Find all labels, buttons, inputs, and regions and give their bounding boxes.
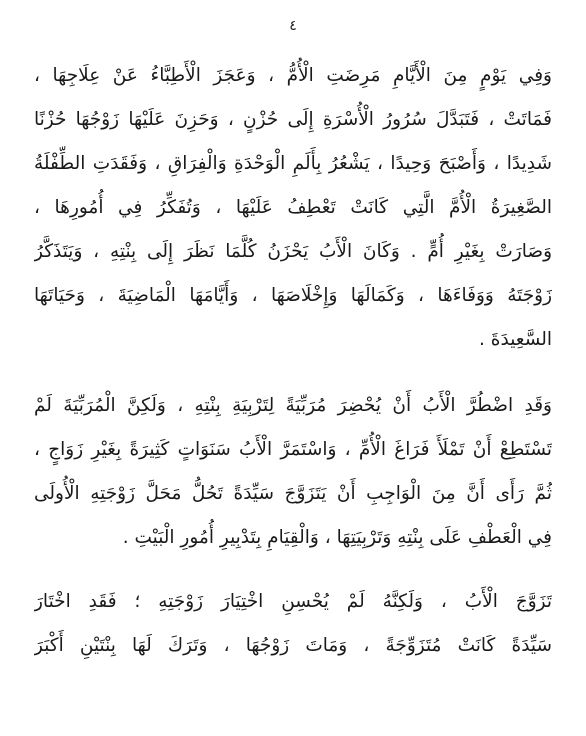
text-line: شَدِيدًا ، وَأَصْبَحَ وَحِيدًا ، يَشْعُرُ بِأَلَمِ الْوَحْدَةِ وَالْفِرَاقِ ، وَفَقَدَتِ الطِّفْلَةُ bbox=[34, 153, 552, 174]
text-line: زَوْجَتَهُ وَوَفَاءَهَا ، وَكَمَالَهَا وَإِخْلَاصَهَا ، وَأَيَّامَهَا الْمَاضِيَةَ ، وَحَيَاتَهَا bbox=[34, 285, 552, 306]
text-line: فِي الْعَطْفِ عَلَى بِنْتِهِ وَتَرْبِيَتِهَا ، وَالْقِيَامِ بِتَدْبِيرِ أُمُورِ الْبَيْتِ . bbox=[122, 527, 552, 548]
text-line: وَصَارَتْ بِغَيْرِ أُمٍّ . وَكَانَ الْأَبُ يَحْزَنُ كُلَّمَا نَظَرَ إِلَى بِنْتِهِ ، وَيَتَذَكَّرُ bbox=[34, 241, 552, 262]
paragraph-1 bbox=[34, 54, 552, 362]
paragraph-3 bbox=[34, 580, 552, 668]
text-line: فَمَاتَتْ ، فَتَبَدَّلَ سُرُورُ الْأُسْرَةِ إِلَى حُزْنٍ ، وَحَزِنَ عَلَيْهَا زَوْجُهَا حُزْنًا bbox=[34, 109, 552, 130]
text-line: وَقَدِ اضْطُرَّ الْأَبُ أَنْ يُحْضِرَ مُرَبِّيَةً لِتَرْبِيَةِ بِنْتِهِ ، وَلَكِنَّ الْمُرَبِّيَةَ لَمْ bbox=[34, 395, 552, 416]
text-line: تَزَوَّجَ الْأَبُ ، وَلَكِنَّهُ لَمْ يُحْسِنِ اخْتِيَارَ زَوْجَتِهِ ؛ فَقَدِ اخْتَارَ bbox=[34, 591, 552, 612]
text-line: تَسْتَطِعْ أَنْ تَمْلَأَ فَرَاغَ الْأُمِّ ، وَاسْتَمَرَّ الْأَبُ سَنَوَاتٍ كَثِيرَةً بِغَيْرِ زَوَاجٍ ، bbox=[34, 439, 552, 460]
text-line: وَفِي يَوْمٍ مِنَ الْأَيَّامِ مَرِضَتِ الْأُمُّ ، وَعَجَزَ الْأَطِبَّاءُ عَنْ عِلَاجِهَا ، bbox=[34, 65, 552, 86]
text-line: الصَّغِيرَةُ الْأُمَّ الَّتِي كَانَتْ تَعْطِفُ عَلَيْهَا ، وَتُفَكِّرُ فِي أُمُورِهَا ، bbox=[34, 197, 552, 218]
paragraph-2 bbox=[34, 384, 552, 560]
text-line: سَيِّدَةً كَانَتْ مُتَزَوِّجَةً ، وَمَاتَ زَوْجُهَا ، وَتَرَكَ لَهَا بِنْتَيْنِ أَكْبَرَ bbox=[34, 635, 552, 656]
text-line: ثُمَّ رَأَى أَنَّ مِنَ الْوَاجِبِ أَنْ يَتَزَوَّجَ سَيِّدَةً تَحُلُّ مَحَلَّ زَوْجَتِهِ الْأُولَى bbox=[34, 483, 552, 504]
page-number: ٤ bbox=[289, 18, 297, 34]
text-line: السَّعِيدَةَ . bbox=[479, 329, 552, 350]
